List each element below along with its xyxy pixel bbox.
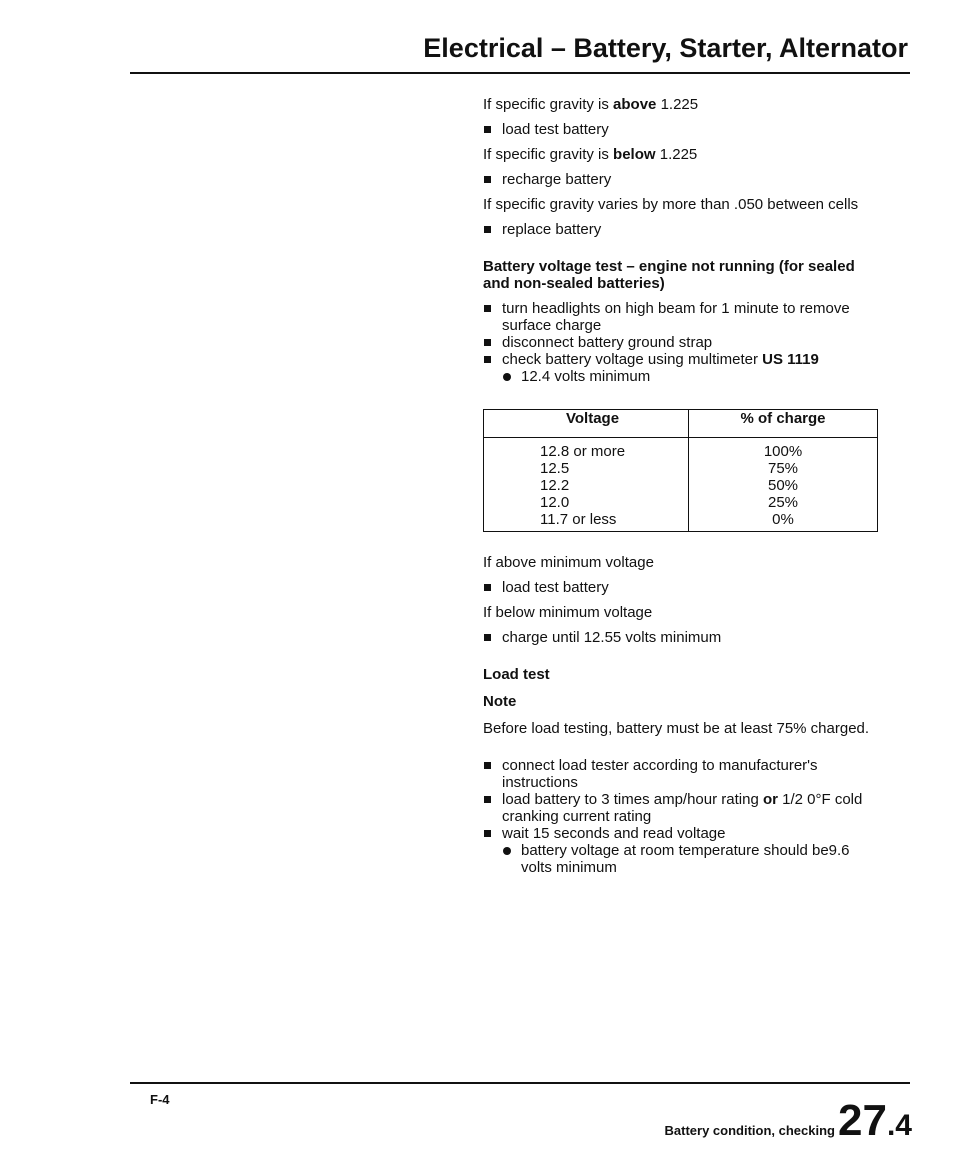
voltage-test-steps xyxy=(483,300,878,385)
min-above-condition: If above minimum voltage xyxy=(483,554,654,571)
voltage-step-3-sub: 12.4 volts minimum xyxy=(483,368,878,385)
min-below-action: charge until 12.55 volts minimum xyxy=(483,629,878,646)
sg-above-action: load test battery xyxy=(483,121,878,138)
page-title: Electrical – Battery, Starter, Alternator xyxy=(423,33,908,63)
table-cell: 12.5 xyxy=(540,460,570,477)
sg-above-value: 1.225 xyxy=(656,96,699,113)
section-number xyxy=(838,1097,912,1150)
sg-above-condition xyxy=(483,96,878,113)
footer-rule xyxy=(130,1082,910,1084)
sg-above-emphasis: above xyxy=(613,96,657,113)
main-content xyxy=(483,96,878,884)
voltage-step-3 xyxy=(483,351,878,368)
table-cell: 12.0 xyxy=(540,494,570,511)
voltage-test-heading: Battery voltage test – engine not running (for sealed and non-sealed batteries) xyxy=(483,258,855,292)
load-step-3: wait 15 seconds and read voltage xyxy=(483,825,878,842)
tool-number: US 1119 xyxy=(762,351,819,368)
voltage-charge-table xyxy=(483,409,878,532)
sg-above-text: If specific gravity is xyxy=(483,96,614,113)
load-step-2-text: load battery to 3 times amp/hour rating xyxy=(502,791,763,808)
load-step-2-or: or xyxy=(762,791,778,808)
voltage-step-3-text: check battery voltage using multimeter xyxy=(502,351,763,368)
table-header-charge: % of charge xyxy=(689,410,878,438)
table-cell: 75% xyxy=(767,460,799,477)
table-cell: 50% xyxy=(767,477,799,494)
table-cell: 11.7 or less xyxy=(540,511,617,528)
table-header-voltage: Voltage xyxy=(484,410,689,438)
table-header-row xyxy=(484,410,878,438)
section-label: Battery condition, checking xyxy=(664,1123,835,1138)
load-test-steps xyxy=(483,757,878,876)
sg-below-action: recharge battery xyxy=(483,171,878,188)
table-voltage-column xyxy=(484,438,689,532)
section-number-minor: .4 xyxy=(886,1109,912,1142)
header-rule xyxy=(130,72,910,74)
sg-below-value: 1.225 xyxy=(655,146,698,163)
min-below-condition: If below minimum voltage xyxy=(483,604,653,621)
table-cell: 12.8 or more xyxy=(540,443,626,460)
note-heading: Note xyxy=(483,693,517,710)
sg-below-text: If specific gravity is xyxy=(483,146,614,163)
load-step-2-rest: 1/2 0°F cold cranking current rating xyxy=(502,791,863,825)
table-body xyxy=(484,438,878,532)
table-cell: 0% xyxy=(772,511,794,528)
page-code: F-4 xyxy=(150,1092,170,1107)
table-cell: 12.2 xyxy=(540,477,570,494)
table-cell: 25% xyxy=(767,494,799,511)
sg-below-condition xyxy=(483,146,878,163)
min-above-action: load test battery xyxy=(483,579,878,596)
voltage-step-1: turn headlights on high beam for 1 minute to remove surface charge xyxy=(483,300,878,334)
section-number-major: 27 xyxy=(838,1096,887,1145)
note-text: Before load testing, battery must be at least 75% charged. xyxy=(483,720,870,737)
sg-below-emphasis: below xyxy=(613,146,656,163)
load-test-heading: Load test xyxy=(483,666,550,683)
sg-varies-action: replace battery xyxy=(483,221,878,238)
load-step-2 xyxy=(483,791,878,825)
table-cell: 100% xyxy=(763,443,803,460)
table-charge-column xyxy=(689,438,878,532)
voltage-step-2: disconnect battery ground strap xyxy=(483,334,878,351)
load-step-1: connect load tester according to manufacturer's instructions xyxy=(483,757,878,791)
sg-varies-condition: If specific gravity varies by more than .050 between cells xyxy=(483,196,859,213)
load-step-3-sub: battery voltage at room temperature should be9.6 volts minimum xyxy=(483,842,878,876)
